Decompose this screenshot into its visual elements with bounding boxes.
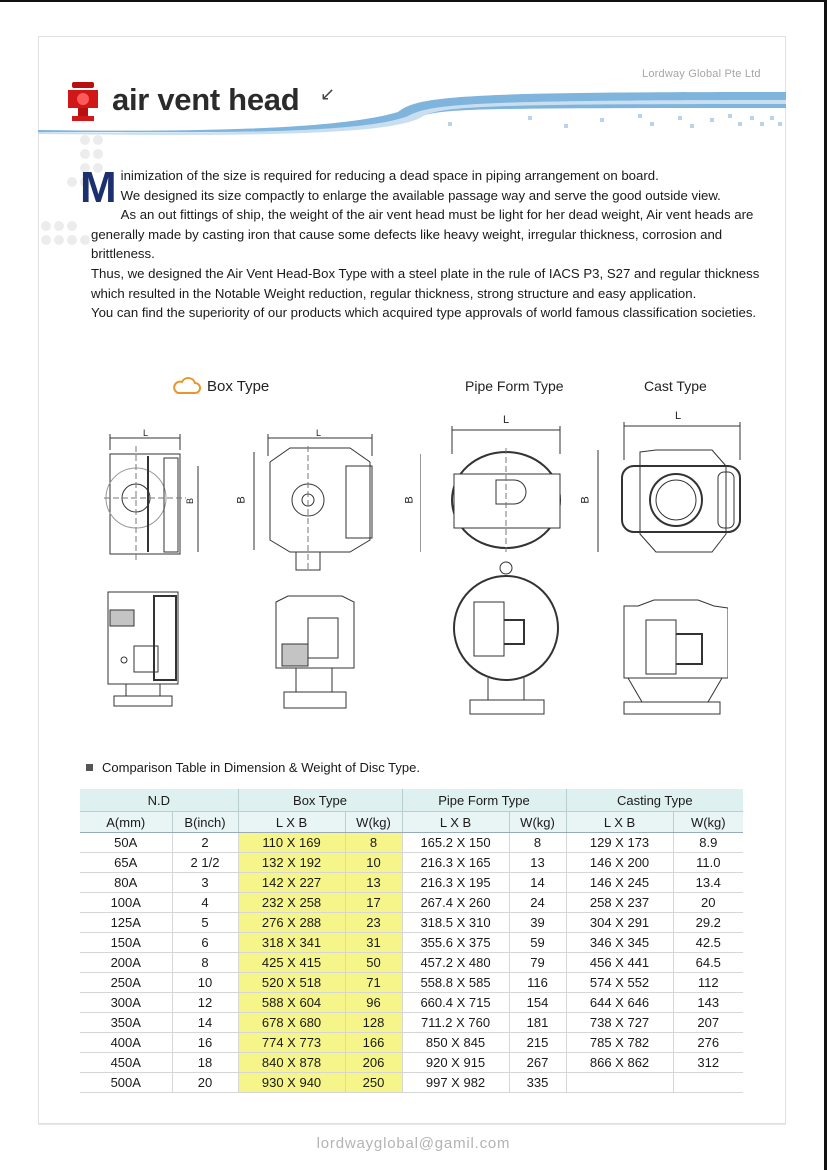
table-row (80, 913, 743, 933)
table-cell: 165.2 X 150 (402, 833, 509, 853)
table-cell: 200A (80, 953, 172, 973)
table-cell: 71 (345, 973, 402, 993)
table-cell: 166 (345, 1033, 402, 1053)
table-cell: 11.0 (673, 853, 743, 873)
table-cell: 2 (172, 833, 238, 853)
dim-l-pipe: L (503, 414, 510, 426)
table-cell: 785 X 782 (566, 1033, 673, 1053)
intro-paragraph-2: As an out fittings of ship, the weight of the air vent head must be light for her dead weight, Air vent heads are generally made by casting iron that cause some defects like heavy weight, irregular thickness, corrosion and brittleness. (91, 207, 754, 262)
dim-b-box-2: B (235, 496, 248, 504)
table-row (80, 953, 743, 973)
table-row (80, 833, 743, 853)
dim-l-box-1: L (143, 428, 149, 438)
table-cell: 258 X 237 (566, 893, 673, 913)
table-cell: 6 (172, 933, 238, 953)
table-cell: 100A (80, 893, 172, 913)
table-cell: 59 (509, 933, 566, 953)
footer-email: lordwayglobal@gamil.com (316, 1135, 511, 1152)
cast-type-label: Cast Type (644, 378, 707, 394)
table-cell: 146 X 200 (566, 853, 673, 873)
table-cell: 850 X 845 (402, 1033, 509, 1053)
table-cell: 150A (80, 933, 172, 953)
table-cell: 3 (172, 873, 238, 893)
box-type-label: Box Type (207, 378, 270, 395)
air-vent-product-icon (64, 80, 104, 126)
table-cell: 574 X 552 (566, 973, 673, 993)
drop-cap: M (80, 163, 117, 212)
table-cell: 660.4 X 715 (402, 993, 509, 1013)
table-cell: 20 (172, 1073, 238, 1093)
table-cell: 10 (172, 973, 238, 993)
top-border (0, 0, 827, 2)
table-cell: 39 (509, 913, 566, 933)
table-cell: 17 (345, 893, 402, 913)
table-cell: 457.2 X 480 (402, 953, 509, 973)
table-row (80, 1013, 743, 1033)
table-cell: 267.4 X 260 (402, 893, 509, 913)
subheader-box-weight: W(kg) (345, 812, 402, 833)
table-cell: 558.8 X 585 (402, 973, 509, 993)
table-cell: 18 (172, 1053, 238, 1073)
table-cell: 276 (673, 1033, 743, 1053)
table-cell: 31 (345, 933, 402, 953)
pipe-form-front-view-drawing (420, 424, 570, 554)
table-cell: 215 (509, 1033, 566, 1053)
table-cell: 500A (80, 1073, 172, 1093)
table-cell (566, 1073, 673, 1093)
dim-b-pipe: B (403, 496, 416, 504)
table-cell: 24 (509, 893, 566, 913)
table-cell: 232 X 258 (238, 893, 345, 913)
table-cell: 206 (345, 1053, 402, 1073)
table-cell: 346 X 345 (566, 933, 673, 953)
table-cell: 142 X 227 (238, 873, 345, 893)
table-cell: 207 (673, 1013, 743, 1033)
table-cell: 16 (172, 1033, 238, 1053)
box-type-section-view-2-drawing (268, 592, 364, 714)
table-cell: 678 X 680 (238, 1013, 345, 1033)
table-cell: 154 (509, 993, 566, 1013)
table-row (80, 973, 743, 993)
dim-l-box-2: L (316, 428, 322, 438)
table-cell: 80A (80, 873, 172, 893)
table-cell: 125A (80, 913, 172, 933)
table-sub-header-row (80, 812, 743, 833)
table-cell: 23 (345, 913, 402, 933)
header-pipe-form-type: Pipe Form Type (402, 789, 566, 812)
table-row (80, 893, 743, 913)
table-cell: 866 X 862 (566, 1053, 673, 1073)
bullet-icon (86, 764, 93, 771)
table-cell: 335 (509, 1073, 566, 1093)
table-cell: 146 X 245 (566, 873, 673, 893)
table-cell: 50 (345, 953, 402, 973)
company-name: Lordway Global Pte Ltd (642, 68, 761, 80)
table-cell: 132 X 192 (238, 853, 345, 873)
table-cell: 79 (509, 953, 566, 973)
subheader-cast-lxb: L X B (566, 812, 673, 833)
table-caption-text: Comparison Table in Dimension & Weight of Disc Type. (102, 760, 420, 775)
title-arrow-icon: ↙ (320, 84, 336, 104)
table-row (80, 1073, 743, 1093)
table-cell: 250 (345, 1073, 402, 1093)
header-box-type: Box Type (238, 789, 402, 812)
intro-paragraph-1 (80, 163, 780, 212)
header-nd: N.D (80, 789, 238, 812)
table-cell: 267 (509, 1053, 566, 1073)
header-casting-type: Casting Type (566, 789, 743, 812)
table-cell: 8 (509, 833, 566, 853)
pipe-form-section-view-drawing (448, 556, 566, 718)
subheader-pipe-lxb: L X B (402, 812, 509, 833)
table-group-header-row (80, 789, 743, 812)
table-cell: 318 X 341 (238, 933, 345, 953)
cast-type-section-view-drawing (618, 594, 728, 718)
table-cell: 13 (509, 853, 566, 873)
table-cell: 12 (172, 993, 238, 1013)
table-cell: 96 (345, 993, 402, 1013)
table-cell: 450A (80, 1053, 172, 1073)
table-cell: 774 X 773 (238, 1033, 345, 1053)
table-cell: 250A (80, 973, 172, 993)
table-cell: 50A (80, 833, 172, 853)
table-cell: 20 (673, 893, 743, 913)
dim-b-cast: B (579, 496, 592, 504)
subheader-b-inch: B(inch) (172, 812, 238, 833)
table-cell: 8 (172, 953, 238, 973)
table-row (80, 993, 743, 1013)
box-type-front-view-drawing (250, 426, 380, 576)
table-cell: 129 X 173 (566, 833, 673, 853)
dim-l-cast: L (675, 410, 682, 422)
table-cell: 4 (172, 893, 238, 913)
table-cell: 400A (80, 1033, 172, 1053)
table-cell: 318.5 X 310 (402, 913, 509, 933)
table-cell: 304 X 291 (566, 913, 673, 933)
table-cell: 10 (345, 853, 402, 873)
table-cell: 8 (345, 833, 402, 853)
subheader-pipe-weight: W(kg) (509, 812, 566, 833)
table-cell: 13 (345, 873, 402, 893)
table-row (80, 1053, 743, 1073)
table-cell: 350A (80, 1013, 172, 1033)
table-cell: 112 (673, 973, 743, 993)
table-cell: 216.3 X 165 (402, 853, 509, 873)
table-cell: 8.9 (673, 833, 743, 853)
comparison-table (80, 789, 743, 1093)
table-cell: 65A (80, 853, 172, 873)
pipe-form-type-label: Pipe Form Type (465, 378, 564, 394)
table-row (80, 853, 743, 873)
table-cell: 14 (172, 1013, 238, 1033)
table-cell: 14 (509, 873, 566, 893)
table-cell: 143 (673, 993, 743, 1013)
table-cell: 181 (509, 1013, 566, 1033)
table-cell: 300A (80, 993, 172, 1013)
subheader-a-mm: A(mm) (80, 812, 172, 833)
table-cell: 644 X 646 (566, 993, 673, 1013)
cloud-icon (172, 376, 202, 396)
cast-type-front-view-drawing (594, 420, 744, 556)
table-cell: 355.6 X 375 (402, 933, 509, 953)
subheader-cast-weight: W(kg) (673, 812, 743, 833)
table-cell: 711.2 X 760 (402, 1013, 509, 1033)
intro-paragraph-4: You can find the superiority of our products which acquired type approvals of world famous classification societies. (91, 305, 757, 321)
table-cell: 29.2 (673, 913, 743, 933)
table-cell: 2 1/2 (172, 853, 238, 873)
subheader-box-lxb: L X B (238, 812, 345, 833)
table-cell: 128 (345, 1013, 402, 1033)
table-cell: 997 X 982 (402, 1073, 509, 1093)
footer-divider (38, 1124, 786, 1125)
table-row (80, 873, 743, 893)
table-cell: 276 X 288 (238, 913, 345, 933)
table-cell: 456 X 441 (566, 953, 673, 973)
box-type-side-view-drawing (96, 426, 206, 562)
intro-paragraph-3: Thus, we designed the Air Vent Head-Box Type with a steel plate in the rule of IACS P3, S27 and regular thickness which resulted in the Notable Weight reduction, regular thickness, strong structure and easy application. (91, 265, 760, 301)
table-cell: 738 X 727 (566, 1013, 673, 1033)
table-cell: 588 X 604 (238, 993, 345, 1013)
table-cell: 13.4 (673, 873, 743, 893)
table-row (80, 1033, 743, 1053)
table-cell: 520 X 518 (238, 973, 345, 993)
table-cell: 930 X 940 (238, 1073, 345, 1093)
table-cell: 116 (509, 973, 566, 993)
table-cell: 110 X 169 (238, 833, 345, 853)
table-caption (86, 760, 420, 775)
table-cell: 840 X 878 (238, 1053, 345, 1073)
page-title: air vent head (112, 82, 300, 117)
dim-b-box-1: B (185, 497, 196, 505)
table-cell: 312 (673, 1053, 743, 1073)
table-body (80, 833, 743, 1093)
table-cell: 216.3 X 195 (402, 873, 509, 893)
table-cell: 42.5 (673, 933, 743, 953)
intro-text (80, 163, 780, 323)
intro-line-1: inimization of the size is required for reducing a dead space in piping arrangement on board. (120, 168, 659, 183)
box-type-section-view-1-drawing (104, 586, 184, 710)
table-row (80, 933, 743, 953)
table-cell: 64.5 (673, 953, 743, 973)
table-cell: 920 X 915 (402, 1053, 509, 1073)
table-cell: 425 X 415 (238, 953, 345, 973)
table-cell: 5 (172, 913, 238, 933)
table-cell (673, 1073, 743, 1093)
intro-line-2: We designed its size compactly to enlarge the available passage way and serve the good outside view. (120, 187, 721, 203)
